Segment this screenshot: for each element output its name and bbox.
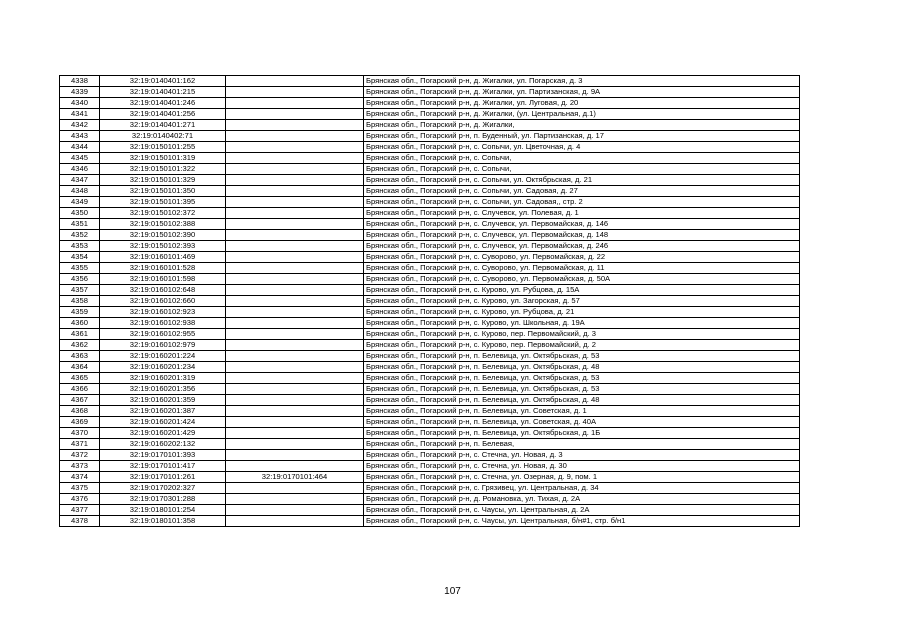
address-cell: Брянская обл., Погарский р-н, с. Сопычи, — [364, 164, 800, 175]
row-number-cell: 4355 — [60, 263, 100, 274]
previous-number-cell — [226, 164, 364, 175]
address-cell: Брянская обл., Погарский р-н, с. Случевск, ул. Первомайская, д. 146 — [364, 219, 800, 230]
address-cell: Брянская обл., Погарский р-н, с. Курово, пер. Первомайский, д. 2 — [364, 340, 800, 351]
row-number-cell: 4375 — [60, 483, 100, 494]
address-cell: Брянская обл., Погарский р-н, д. Романовка, ул. Тихая, д. 2А — [364, 494, 800, 505]
row-number-cell: 4361 — [60, 329, 100, 340]
table-row — [60, 186, 800, 197]
previous-number-cell — [226, 461, 364, 472]
address-cell: Брянская обл., Погарский р-н, п. Белевица, ул. Октябрьская, д. 53 — [364, 384, 800, 395]
row-number-cell: 4357 — [60, 285, 100, 296]
row-number-cell: 4359 — [60, 307, 100, 318]
table-row — [60, 373, 800, 384]
table-row — [60, 505, 800, 516]
table-row — [60, 340, 800, 351]
row-number-cell: 4344 — [60, 142, 100, 153]
registry-table — [59, 75, 800, 527]
cadastral-number-cell: 32:19:0160102:923 — [100, 307, 226, 318]
table-row — [60, 439, 800, 450]
cadastral-number-cell: 32:19:0170101:261 — [100, 472, 226, 483]
previous-number-cell — [226, 120, 364, 131]
address-cell: Брянская обл., Погарский р-н, с. Суворово, ул. Первомайская, д. 11 — [364, 263, 800, 274]
row-number-cell: 4348 — [60, 186, 100, 197]
row-number-cell: 4370 — [60, 428, 100, 439]
cadastral-number-cell: 32:19:0150101:319 — [100, 153, 226, 164]
row-number-cell: 4345 — [60, 153, 100, 164]
table-row — [60, 483, 800, 494]
table-row — [60, 296, 800, 307]
address-cell: Брянская обл., Погарский р-н, п. Белевица, ул. Советская, д. 40А — [364, 417, 800, 428]
table-row — [60, 131, 800, 142]
address-cell: Брянская обл., Погарский р-н, с. Чаусы, ул. Центральная, б/н#1, стр. б/н1 — [364, 516, 800, 527]
previous-number-cell — [226, 307, 364, 318]
previous-number-cell — [226, 285, 364, 296]
table-row — [60, 516, 800, 527]
cadastral-number-cell: 32:19:0140401:271 — [100, 120, 226, 131]
previous-number-cell — [226, 142, 364, 153]
address-cell: Брянская обл., Погарский р-н, с. Суворово, ул. Первомайская, д. 50А — [364, 274, 800, 285]
cadastral-number-cell: 32:19:0140401:215 — [100, 87, 226, 98]
address-cell: Брянская обл., Погарский р-н, п. Белевица, ул. Октябрьская, д. 53 — [364, 373, 800, 384]
row-number-cell: 4369 — [60, 417, 100, 428]
address-cell: Брянская обл., Погарский р-н, п. Белевица, ул. Октябрьская, д. 1Б — [364, 428, 800, 439]
previous-number-cell — [226, 351, 364, 362]
address-cell: Брянская обл., Погарский р-н, с. Чаусы, ул. Центральная, д. 2А — [364, 505, 800, 516]
table-row — [60, 263, 800, 274]
row-number-cell: 4365 — [60, 373, 100, 384]
table-row — [60, 384, 800, 395]
table-body — [60, 76, 800, 527]
cadastral-number-cell: 32:19:0160102:979 — [100, 340, 226, 351]
previous-number-cell — [226, 296, 364, 307]
table-row — [60, 219, 800, 230]
row-number-cell: 4347 — [60, 175, 100, 186]
cadastral-number-cell: 32:19:0180101:358 — [100, 516, 226, 527]
previous-number-cell — [226, 417, 364, 428]
cadastral-number-cell: 32:19:0160102:955 — [100, 329, 226, 340]
cadastral-number-cell: 32:19:0140401:256 — [100, 109, 226, 120]
address-cell: Брянская обл., Погарский р-н, п. Белевица, ул. Октябрьская, д. 53 — [364, 351, 800, 362]
previous-number-cell — [226, 76, 364, 87]
table-row — [60, 87, 800, 98]
table-row — [60, 362, 800, 373]
previous-number-cell — [226, 450, 364, 461]
previous-number-cell — [226, 373, 364, 384]
row-number-cell: 4343 — [60, 131, 100, 142]
table-row — [60, 428, 800, 439]
table-row — [60, 142, 800, 153]
address-cell: Брянская обл., Погарский р-н, с. Сопычи, ул. Цветочная, д. 4 — [364, 142, 800, 153]
cadastral-number-cell: 32:19:0160102:660 — [100, 296, 226, 307]
table-row — [60, 351, 800, 362]
row-number-cell: 4352 — [60, 230, 100, 241]
cadastral-number-cell: 32:19:0160201:319 — [100, 373, 226, 384]
previous-number-cell — [226, 252, 364, 263]
previous-number-cell — [226, 230, 364, 241]
address-cell: Брянская обл., Погарский р-н, с. Стечна, ул. Новая, д. 30 — [364, 461, 800, 472]
table-row — [60, 76, 800, 87]
table-row — [60, 395, 800, 406]
cadastral-number-cell: 32:19:0160201:234 — [100, 362, 226, 373]
cadastral-number-cell: 32:19:0140402:71 — [100, 131, 226, 142]
cadastral-number-cell: 32:19:0170202:327 — [100, 483, 226, 494]
cadastral-number-cell: 32:19:0150101:255 — [100, 142, 226, 153]
cadastral-number-cell: 32:19:0160202:132 — [100, 439, 226, 450]
table-row — [60, 472, 800, 483]
previous-number-cell — [226, 483, 364, 494]
previous-number-cell — [226, 109, 364, 120]
row-number-cell: 4363 — [60, 351, 100, 362]
row-number-cell: 4353 — [60, 241, 100, 252]
address-cell: Брянская обл., Погарский р-н, с. Сопычи, ул. Садовая,, стр. 2 — [364, 197, 800, 208]
table-row — [60, 406, 800, 417]
address-cell: Брянская обл., Погарский р-н, с. Сопычи, ул. Садовая, д. 27 — [364, 186, 800, 197]
address-cell: Брянская обл., Погарский р-н, п. Белевица, ул. Советская, д. 1 — [364, 406, 800, 417]
table-row — [60, 109, 800, 120]
address-cell: Брянская обл., Погарский р-н, с. Грязивец, ул. Центральная, д. 34 — [364, 483, 800, 494]
address-cell: Брянская обл., Погарский р-н, п. Буденный, ул. Партизанская, д. 17 — [364, 131, 800, 142]
address-cell: Брянская обл., Погарский р-н, с. Случевск, ул. Первомайская, д. 148 — [364, 230, 800, 241]
address-cell: Брянская обл., Погарский р-н, д. Жигалки, ул. Погарская, д. 3 — [364, 76, 800, 87]
previous-number-cell — [226, 87, 364, 98]
table-row — [60, 98, 800, 109]
cadastral-number-cell: 32:19:0160102:938 — [100, 318, 226, 329]
table-row — [60, 120, 800, 131]
table-row — [60, 274, 800, 285]
table-row — [60, 329, 800, 340]
previous-number-cell — [226, 197, 364, 208]
table-row — [60, 164, 800, 175]
address-cell: Брянская обл., Погарский р-н, с. Курово, пер. Первомайский, д. 3 — [364, 329, 800, 340]
row-number-cell: 4358 — [60, 296, 100, 307]
address-cell: Брянская обл., Погарский р-н, с. Случевск, ул. Первомайская, д. 246 — [364, 241, 800, 252]
row-number-cell: 4338 — [60, 76, 100, 87]
row-number-cell: 4371 — [60, 439, 100, 450]
previous-number-cell — [226, 131, 364, 142]
cadastral-number-cell: 32:19:0150101:329 — [100, 175, 226, 186]
previous-number-cell: 32:19:0170101:464 — [226, 472, 364, 483]
address-cell: Брянская обл., Погарский р-н, д. Жигалки, ул. Луговая, д. 20 — [364, 98, 800, 109]
table-row — [60, 494, 800, 505]
cadastral-number-cell: 32:19:0160201:359 — [100, 395, 226, 406]
previous-number-cell — [226, 406, 364, 417]
cadastral-number-cell: 32:19:0150101:322 — [100, 164, 226, 175]
row-number-cell: 4342 — [60, 120, 100, 131]
cadastral-number-cell: 32:19:0150102:393 — [100, 241, 226, 252]
cadastral-number-cell: 32:19:0150101:350 — [100, 186, 226, 197]
row-number-cell: 4350 — [60, 208, 100, 219]
previous-number-cell — [226, 241, 364, 252]
cadastral-number-cell: 32:19:0160102:648 — [100, 285, 226, 296]
previous-number-cell — [226, 340, 364, 351]
address-cell: Брянская обл., Погарский р-н, п. Белевица, ул. Октябрьская, д. 48 — [364, 362, 800, 373]
address-cell: Брянская обл., Погарский р-н, с. Курово, ул. Загорская, д. 57 — [364, 296, 800, 307]
address-cell: Брянская обл., Погарский р-н, с. Сопычи, ул. Октябрьская, д. 21 — [364, 175, 800, 186]
address-cell: Брянская обл., Погарский р-н, п. Белевица, ул. Октябрьская, д. 48 — [364, 395, 800, 406]
row-number-cell: 4373 — [60, 461, 100, 472]
row-number-cell: 4362 — [60, 340, 100, 351]
cadastral-number-cell: 32:19:0160201:387 — [100, 406, 226, 417]
cadastral-number-cell: 32:19:0160201:224 — [100, 351, 226, 362]
table-row — [60, 318, 800, 329]
row-number-cell: 4378 — [60, 516, 100, 527]
cadastral-number-cell: 32:19:0160201:424 — [100, 417, 226, 428]
row-number-cell: 4360 — [60, 318, 100, 329]
row-number-cell: 4372 — [60, 450, 100, 461]
previous-number-cell — [226, 219, 364, 230]
table-row — [60, 461, 800, 472]
table-row — [60, 175, 800, 186]
table-row — [60, 208, 800, 219]
table-row — [60, 241, 800, 252]
row-number-cell: 4340 — [60, 98, 100, 109]
previous-number-cell — [226, 384, 364, 395]
cadastral-number-cell: 32:19:0150102:390 — [100, 230, 226, 241]
table-row — [60, 450, 800, 461]
previous-number-cell — [226, 98, 364, 109]
page-number: 107 — [444, 586, 461, 597]
previous-number-cell — [226, 318, 364, 329]
row-number-cell: 4349 — [60, 197, 100, 208]
table-row — [60, 153, 800, 164]
address-cell: Брянская обл., Погарский р-н, с. Случевск, ул. Полевая, д. 1 — [364, 208, 800, 219]
previous-number-cell — [226, 505, 364, 516]
row-number-cell: 4367 — [60, 395, 100, 406]
cadastral-number-cell: 32:19:0140401:162 — [100, 76, 226, 87]
address-cell: Брянская обл., Погарский р-н, с. Курово, ул. Школьная, д. 19А — [364, 318, 800, 329]
row-number-cell: 4374 — [60, 472, 100, 483]
cadastral-number-cell: 32:19:0150102:388 — [100, 219, 226, 230]
row-number-cell: 4376 — [60, 494, 100, 505]
address-cell: Брянская обл., Погарский р-н, с. Стечна, ул. Новая, д. 3 — [364, 450, 800, 461]
cadastral-number-cell: 32:19:0160101:469 — [100, 252, 226, 263]
row-number-cell: 4364 — [60, 362, 100, 373]
table-row — [60, 252, 800, 263]
table-row — [60, 197, 800, 208]
table-row — [60, 230, 800, 241]
cadastral-number-cell: 32:19:0140401:246 — [100, 98, 226, 109]
cadastral-number-cell: 32:19:0170101:393 — [100, 450, 226, 461]
row-number-cell: 4377 — [60, 505, 100, 516]
address-cell: Брянская обл., Погарский р-н, с. Стечна, ул. Озерная, д. 9, пом. 1 — [364, 472, 800, 483]
previous-number-cell — [226, 186, 364, 197]
address-cell: Брянская обл., Погарский р-н, с. Суворово, ул. Первомайская, д. 22 — [364, 252, 800, 263]
previous-number-cell — [226, 362, 364, 373]
address-cell: Брянская обл., Погарский р-н, п. Белевая, — [364, 439, 800, 450]
previous-number-cell — [226, 208, 364, 219]
cadastral-number-cell: 32:19:0180101:254 — [100, 505, 226, 516]
address-cell: Брянская обл., Погарский р-н, д. Жигалки, (ул. Центральная, д.1) — [364, 109, 800, 120]
row-number-cell: 4354 — [60, 252, 100, 263]
address-cell: Брянская обл., Погарский р-н, с. Сопычи, — [364, 153, 800, 164]
row-number-cell: 4346 — [60, 164, 100, 175]
previous-number-cell — [226, 494, 364, 505]
cadastral-number-cell: 32:19:0160101:528 — [100, 263, 226, 274]
table-row — [60, 285, 800, 296]
previous-number-cell — [226, 329, 364, 340]
row-number-cell: 4341 — [60, 109, 100, 120]
previous-number-cell — [226, 439, 364, 450]
cadastral-number-cell: 32:19:0160201:429 — [100, 428, 226, 439]
cadastral-number-cell: 32:19:0150102:372 — [100, 208, 226, 219]
cadastral-number-cell: 32:19:0170301:288 — [100, 494, 226, 505]
previous-number-cell — [226, 263, 364, 274]
previous-number-cell — [226, 274, 364, 285]
previous-number-cell — [226, 175, 364, 186]
row-number-cell: 4368 — [60, 406, 100, 417]
row-number-cell: 4339 — [60, 87, 100, 98]
row-number-cell: 4366 — [60, 384, 100, 395]
address-cell: Брянская обл., Погарский р-н, д. Жигалки, — [364, 120, 800, 131]
address-cell: Брянская обл., Погарский р-н, с. Курово, ул. Рубцова, д. 21 — [364, 307, 800, 318]
cadastral-number-cell: 32:19:0170101:417 — [100, 461, 226, 472]
address-cell: Брянская обл., Погарский р-н, д. Жигалки, ул. Партизанская, д. 9А — [364, 87, 800, 98]
previous-number-cell — [226, 516, 364, 527]
cadastral-number-cell: 32:19:0160101:598 — [100, 274, 226, 285]
row-number-cell: 4356 — [60, 274, 100, 285]
address-cell: Брянская обл., Погарский р-н, с. Курово, ул. Рубцова, д. 15А — [364, 285, 800, 296]
previous-number-cell — [226, 395, 364, 406]
cadastral-number-cell: 32:19:0160201:356 — [100, 384, 226, 395]
table-row — [60, 307, 800, 318]
previous-number-cell — [226, 428, 364, 439]
table-row — [60, 417, 800, 428]
cadastral-number-cell: 32:19:0150101:395 — [100, 197, 226, 208]
previous-number-cell — [226, 153, 364, 164]
row-number-cell: 4351 — [60, 219, 100, 230]
